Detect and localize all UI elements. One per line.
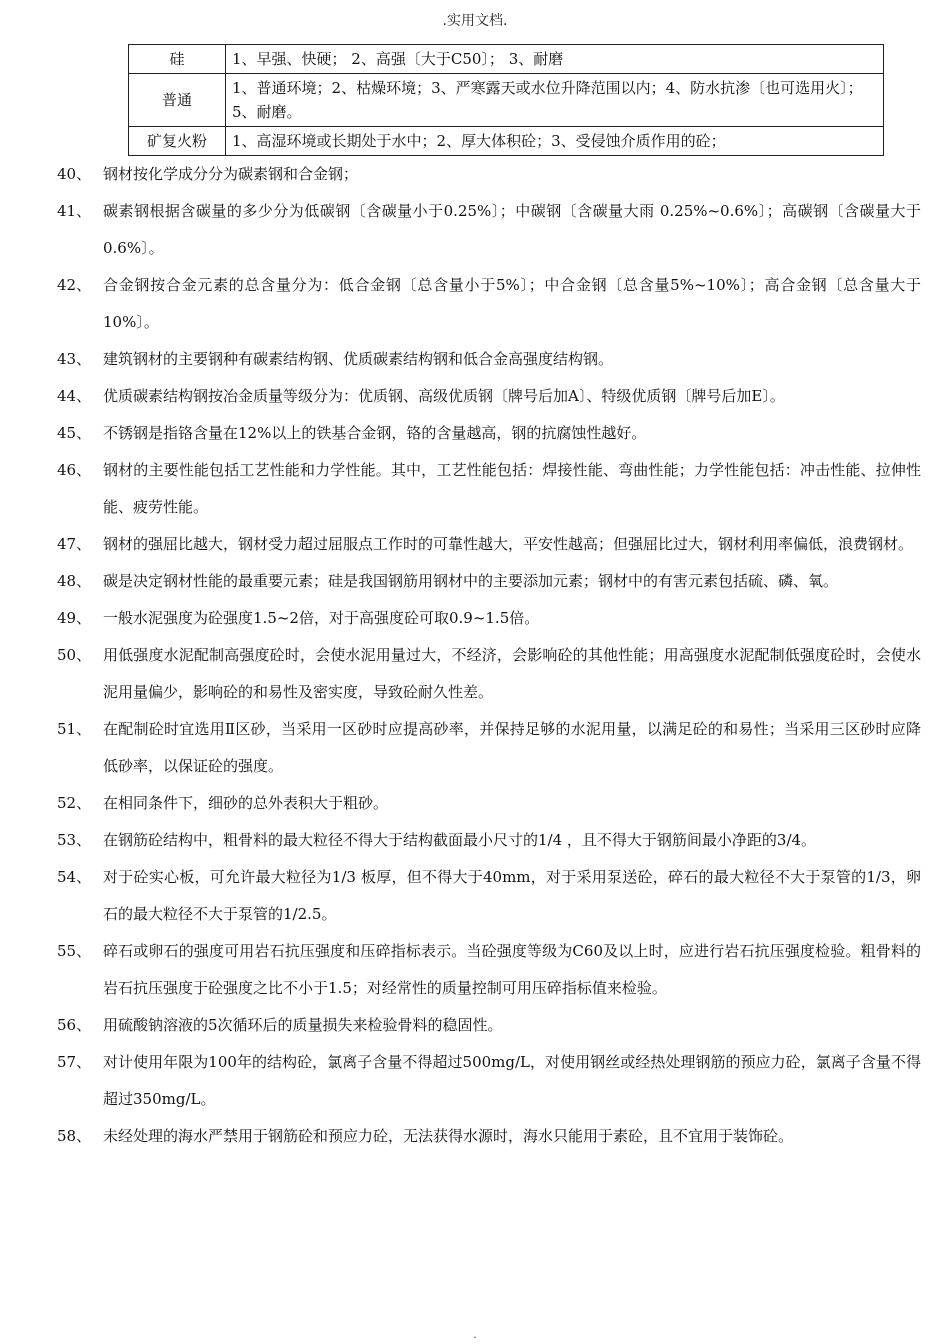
item-number: 49、: [57, 609, 92, 627]
list-item: [0, 637, 950, 711]
item-number: 48、: [57, 572, 92, 590]
cement-selection-table: [128, 44, 884, 156]
item-text: 碳是决定钢材性能的最重要元素；硅是我国钢筋用钢材中的主要添加元素；钢材中的有害元素包括硫、磷、氧。: [103, 572, 839, 590]
item-text: 建筑钢材的主要钢种有碳素结构钢、优质碳素结构钢和低合金高强度结构钢。: [103, 350, 614, 368]
table-row: [129, 74, 884, 127]
list-item: [0, 415, 950, 452]
table-row: [129, 45, 884, 74]
list-item: [0, 378, 950, 415]
page-footer: .: [473, 1330, 477, 1341]
item-number: 57、: [57, 1053, 92, 1071]
item-text: 钢材按化学成分分为碳素钢和合金钢；: [103, 165, 359, 183]
list-item: [0, 859, 950, 933]
item-number: 56、: [57, 1016, 92, 1034]
list-item: [0, 785, 950, 822]
list-item: [0, 193, 950, 267]
item-text: 对计使用年限为100年的结构砼，氯离子含量不得超过500mg/L，对使用钢丝或经热处理钢筋的预应力砼，氯离子含量不得超过350mg/L。: [103, 1053, 921, 1108]
table-value: 1、普通环境；2、枯燥环境；3、严寒露天或水位升降范围以内；4、防水抗渗〔也可选用火〕；5、耐磨。: [226, 74, 884, 127]
item-text: 未经处理的海水严禁用于钢筋砼和预应力砼，无法获得水源时，海水只能用于素砼，且不宜用于装饰砼。: [103, 1127, 794, 1145]
item-text: 碎石或卵石的强度可用岩石抗压强度和压碎指标表示。当砼强度等级为C60及以上时，应进行岩石抗压强度检验。粗骨料的岩石抗压强度于砼强度之比不小于1.5；对经常性的质量控制可用压碎指标值来检验。: [103, 942, 921, 997]
item-number: 58、: [57, 1127, 92, 1145]
table-row: [129, 127, 884, 156]
item-number: 44、: [57, 387, 92, 405]
item-number: 47、: [57, 535, 92, 553]
numbered-list: [0, 156, 950, 1155]
list-item: [0, 156, 950, 193]
item-text: 不锈钢是指铬含量在12%以上的铁基合金钢，铬的含量越高，钢的抗腐蚀性越好。: [103, 424, 647, 442]
item-number: 50、: [57, 646, 92, 664]
item-number: 53、: [57, 831, 92, 849]
item-text: 用低强度水泥配制高强度砼时，会使水泥用量过大，不经济，会影响砼的其他性能；用高强度水泥配制低强度砼时，会使水泥用量偏少，影响砼的和易性及密实度，导致砼耐久性差。: [103, 646, 921, 701]
item-number: 46、: [57, 461, 92, 479]
list-item: [0, 600, 950, 637]
item-number: 45、: [57, 424, 92, 442]
list-item: [0, 1007, 950, 1044]
item-text: 对于砼实心板，可允许最大粒径为1/3 板厚，但不得大于40mm，对于采用泵送砼，碎石的最大粒径不大于泵管的1/3，卵石的最大粒径不大于泵管的1/2.5。: [103, 868, 921, 923]
item-text: 在钢筋砼结构中，粗骨料的最大粒径不得大于结构截面最小尺寸的1/4 ，且不得大于钢筋间最小净距的3/4。: [103, 831, 817, 849]
table-key: 矿复火粉: [129, 127, 226, 156]
table-key: 普通: [129, 74, 226, 127]
item-text: 用硫酸钠溶液的5次循环后的质量损失来检验骨料的稳固性。: [103, 1016, 503, 1034]
item-text: 钢材的强屈比越大，钢材受力超过屈服点工作时的可靠性越大，平安性越高；但强屈比过大，钢材利用率偏低，浪费钢材。: [103, 535, 914, 553]
item-number: 52、: [57, 794, 92, 812]
list-item: [0, 822, 950, 859]
page-header: .实用文档.: [442, 13, 508, 29]
list-item: [0, 452, 950, 526]
list-item: [0, 341, 950, 378]
item-number: 54、: [57, 868, 92, 886]
list-item: [0, 1118, 950, 1155]
item-text: 一般水泥强度为砼强度1.5~2倍，对于高强度砼可取0.9~1.5倍。: [103, 609, 540, 627]
item-text: 合金钢按合金元素的总含量分为：低合金钢〔总含量小于5%〕；中合金钢〔总含量5%~10%〕；高合金钢〔总含量大于10%〕。: [103, 276, 921, 331]
item-number: 51、: [57, 720, 92, 738]
item-text: 碳素钢根据含碳量的多少分为低碳钢〔含碳量小于0.25%〕；中碳钢〔含碳量大雨 0.25%~0.6%〕；高碳钢〔含碳量大于0.6%〕。: [103, 202, 921, 257]
item-text: 在配制砼时宜选用Ⅱ区砂，当采用一区砂时应提高砂率，并保持足够的水泥用量，以满足砼的和易性；当采用三区砂时应降低砂率，以保证砼的强度。: [103, 720, 921, 775]
table-value: 1、早强、快硬； 2、高强〔大于C50〕； 3、耐磨: [226, 45, 884, 74]
item-text: 钢材的主要性能包括工艺性能和力学性能。其中，工艺性能包括：焊接性能、弯曲性能；力学性能包括：冲击性能、拉伸性能、疲劳性能。: [103, 461, 921, 516]
item-number: 42、: [57, 276, 92, 294]
list-item: [0, 267, 950, 341]
list-item: [0, 711, 950, 785]
item-number: 41、: [57, 202, 92, 220]
table-key: 硅: [129, 45, 226, 74]
list-item: [0, 526, 950, 563]
item-number: 40、: [57, 165, 92, 183]
item-text: 在相同条件下，细砂的总外表积大于粗砂。: [103, 794, 389, 812]
item-text: 优质碳素结构钢按冶金质量等级分为：优质钢、高级优质钢〔牌号后加A〕、特级优质钢〔牌号后加E〕。: [103, 387, 785, 405]
list-item: [0, 563, 950, 600]
item-number: 55、: [57, 942, 92, 960]
list-item: [0, 933, 950, 1007]
table-value: 1、高湿环境或长期处于水中；2、厚大体积砼；3、受侵蚀介质作用的砼；: [226, 127, 884, 156]
item-number: 43、: [57, 350, 92, 368]
list-item: [0, 1044, 950, 1118]
